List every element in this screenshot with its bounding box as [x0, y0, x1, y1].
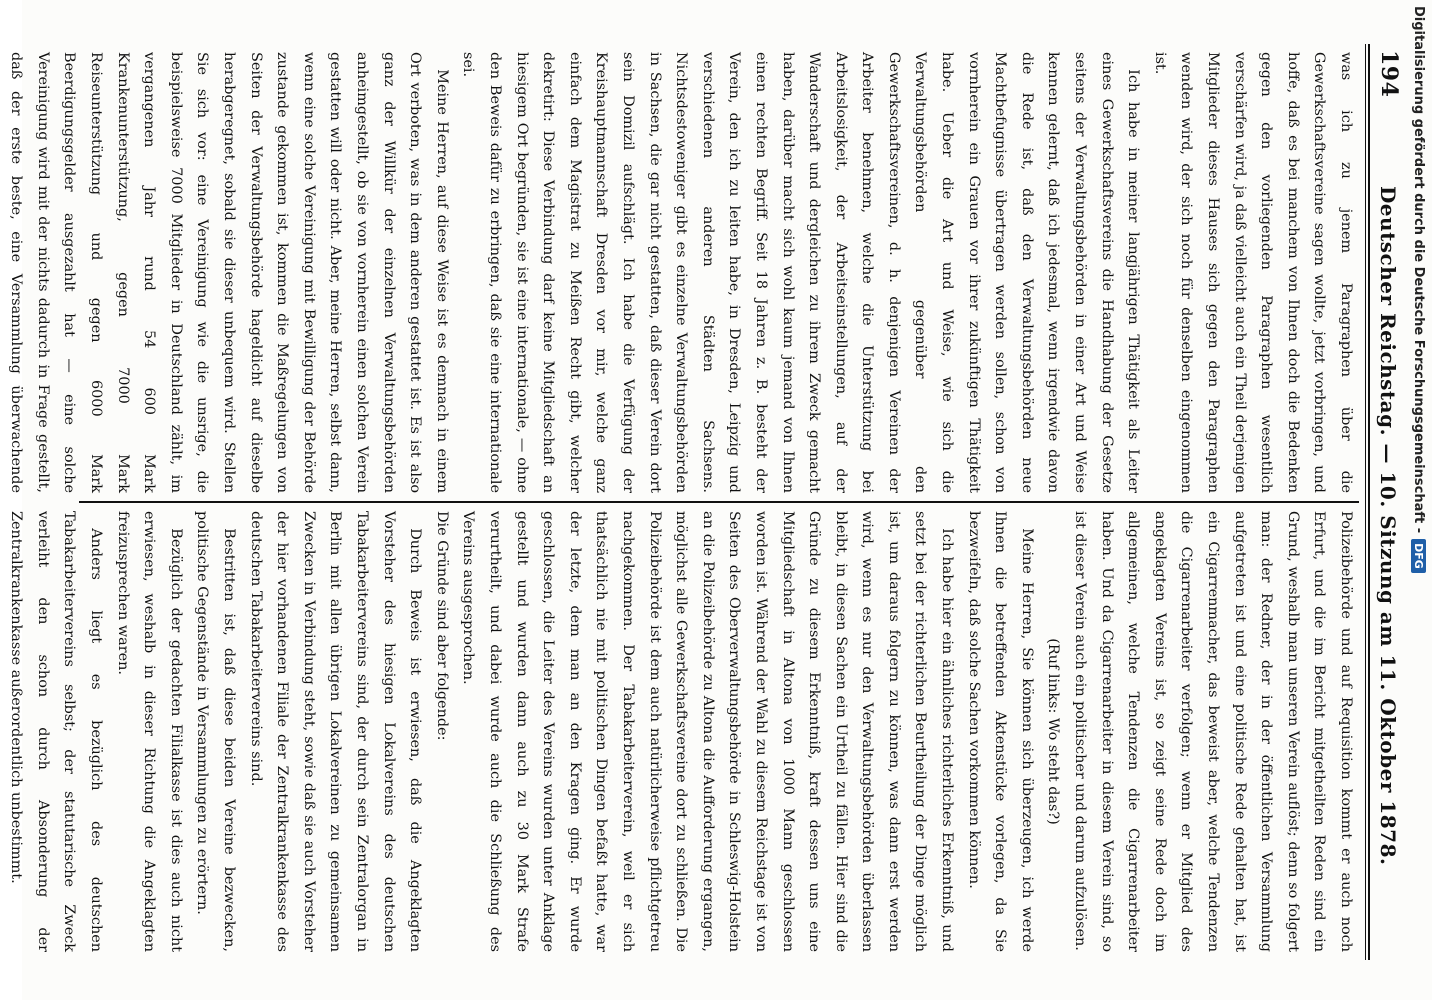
paragraph: Die Gründe sind aber folgende: — [433, 511, 450, 741]
paragraph: was ich zu jenem Paragraphen über die Gewerkschaftsvereine sagen wollte, jetzt vorbringen, und hoffe, daß es bei manchem von Ihnen doch die Bedenken gegen den vorliegenden Paragraphen wesentlich verschärfen wird, ja daß vielleicht auch ein Theil derjenigen Mitglieder dieses Hauses sich gegen den Paragraphen wenden wird, der sich noch für denselben eingenommen ist. — [1151, 52, 1354, 493]
credit-text: Digitalisierung gefördert durch die Deutsche Forschungsgemeinschaft - — [1411, 6, 1426, 534]
paragraph: (Ruf links: Wo steht das?) — [1045, 638, 1062, 825]
text-columns — [8, 44, 1359, 960]
paragraph: Meine Herren, Sie können sich überzeugen, ich werde Ihnen die betreffenden Aktenstücke vorlegen, da Sie bezweifeln, daß solche Sachen vorkommen können. — [965, 511, 1035, 952]
paragraph: Bezüglich der gedachten Filialkasse ist dies auch nicht erwiesen, weshalb in dieser Richtung die Angeklagten freizusprechen waren. — [114, 511, 184, 952]
column-right — [8, 503, 1359, 960]
paragraph: Bestritten ist, daß diese beiden Vereine bezwecken, politische Gegenstände in Versammlungen zu erörtern. — [194, 511, 238, 952]
paragraph — [0, 511, 3, 952]
paragraph: Polizeibehörde und auf Requisition kommt er auch noch Erfurt, und die im Bericht mitgetheilten Reden sind ein Grund, weshalb man unseren Verein auflöst; denn so folgert man: der Redner, der in der öffentlichen Versammlung aufgetreten ist und eine politische Rede gehalten hat, ist ein Cigarrenmacher, das beweist aber, welche Tendenzen die Cigarrenarbeiter verfolgen; wenn er Mitglied des angeklagten Vereins ist, so zeigt seine Rede doch im allgemeinen, welche Tendenzen die Cigarrenarbeiter haben. Und da Cigarrenarbeiter in diesem Verein sind, so ist dieser Verein auch ein politischer und darum aufzulösen. — [1072, 511, 1354, 952]
scanned-page — [8, 0, 1432, 1000]
digitization-credit — [1396, 0, 1426, 1000]
paragraph: Ich habe hier ein ähnliches richterliches Erkenntniß, und setzt bei der richterlichen Beurtheilung der Dinge möglich ist, um daraus folgern zu können, was dann erst werden wird, wenn es nur den Verwaltungsbehörden überlassen bleibt, in diesen Sachen ein Urtheil zu fällen. Hier sind die Gründe zu diesem Erkenntniß, kraft dessen uns eine Mitgliedschaft in Altona von 1000 Mann geschlossen worden ist. Während der Wahl zu diesem Reichstage ist von Seiten des Oberverwaltungsbehörde in Schleswig-Holstein an die Polizeibehörde zu Altona die Aufforderung ergangen, möglichst alle Gewerkschaftsvereine dort zu schließen. Die Polizeibehörde ist dem auch natürlicherweise pflichtgetreu nachgekommen. Der Tabakarbeiterverein, weil er sich thatsächlich nie mit politischen Dingen befaßt hatte, war der letzte, dem man an den Kragen ging. Er wurde geschlossen, die Leiter des Vereins wurden unter Anklage gestellt und wurden dann auch zu 30 Mark Strafe verurtheilt, und dabei wurde auch die Schließung des Vereins ausgesprochen. — [460, 511, 956, 952]
paragraph: Durch Beweis ist erwiesen, daß die Angeklagten Vorsteher des hiesigen Lokalvereins des deutschen Tabakarbeitervereins sind, der durch sein Zentralorgan in Berlin mit allen übrigen Lokalvereinen zu gemeinsamen Zwecken in Verbindung steht, sowie daß sie auch Vorsteher der hier vorhandenen Filiale der Zentralkrankenkasse des deutschen Tabakarbeitervereins sind. — [247, 511, 424, 952]
dfg-logo: DFG — [1411, 539, 1426, 573]
paragraph: Meine Herren, auf diese Weise ist es demnach in einem Ort verboten, was in dem anderen gestattet ist. Es ist also ganz der Willkür der einzelnen Verwaltungsbehörden anheimgestellt, ob sie von vornherein einen solchen Verein gestatten will oder nicht. Aber, meine Herren, selbst dann, wenn eine solche Vereinigung mit Bewilligung der Behörde zustande gekommen ist, kommen die Maßregelungen von Seiten der Verwaltungsbehörde hageldicht auf dieselbe herabgeregnet, sobald sie dieser unbequem wird. Stellen Sie sich vor: eine Vereinigung wie die unsrige, die beispielsweise 7000 Mitglieder in Deutschland zählt, im vergangenen Jahr rund 54 600 Mark Krankenunterstützung, gegen 7000 Mark Reiseunterstützung und gegen 6000 Mark Beerdigungsgelder ausgezahlt hat — eine solche Vereinigung wird mit der nichts dadurch in Frage gestellt, daß der erste beste, eine Versammlung überwachende — [8, 52, 450, 493]
page-number: 194 — [1376, 50, 1402, 98]
paragraph: Ich habe in meiner langjährigen Thätigkeit als Leiter eines Gewerkschaftsvereins die Handhabung der Gesetze seitens der Verwaltungsbehörden in einer Art und Weise kennen gelernt, daß ich jedesmal, wenn irgendwie davon die Rede ist, daß den Verwaltungsbehörden neue Machtbefugnisse übertragen werden sollen, schon von vornherein ein Grauen vor ihrer zukünftigen Thätigkeit habe. Ueber die Art und Weise, wie sich die Verwaltungsbehörden gegenüber den Gewerkschaftsvereinen, d. h. denjenigen Vereinen der Arbeiter benehmen, welche die Unterstützung bei Arbeitslosigkeit, der Arbeitseinstellungen, auf der Wanderschaft und dergleichen zu ihrem Zweck gemacht haben, darüber macht sich wohl kaum jemand von Ihnen einen rechten Begriff. Seit 18 Jahren z. B. besteht der Verein, den ich zu leiten habe, in Dresden, Leipzig und verschiedenen anderen Städten Sachsens. Nichtsdestoweniger gibt es einzelne Verwaltungsbehörden in Sachsen, die gar nicht gestatten, daß dieser Verein dort sein Domizil aufschlägt. Ich habe die Verfügung der Kreishauptmannschaft Dresden vor mir, welche ganz einfach dem Magistrat zu Meißen Recht gibt, welcher dekretirt: Diese Verbindung darf keine Mitgliedschaft an hiesigem Ort begründen, sie ist eine internationale, — ohne den Beweis dafür zu erbringen, daß sie eine internationale sei. — [460, 52, 1142, 493]
header-rule — [1365, 44, 1370, 960]
paragraph: Anders liegt es bezüglich des deutschen Tabakarbeitervereins selbst; der statutarische Zweck verleiht den schon durch Absonderung der Zentralkrankenkasse außerordentlich unbestimmt. — [8, 511, 105, 952]
page-title: Deutscher Reichstag. — 10. Sitzung am 11. Oktober 1878. — [1376, 185, 1400, 866]
column-left — [8, 44, 1359, 501]
